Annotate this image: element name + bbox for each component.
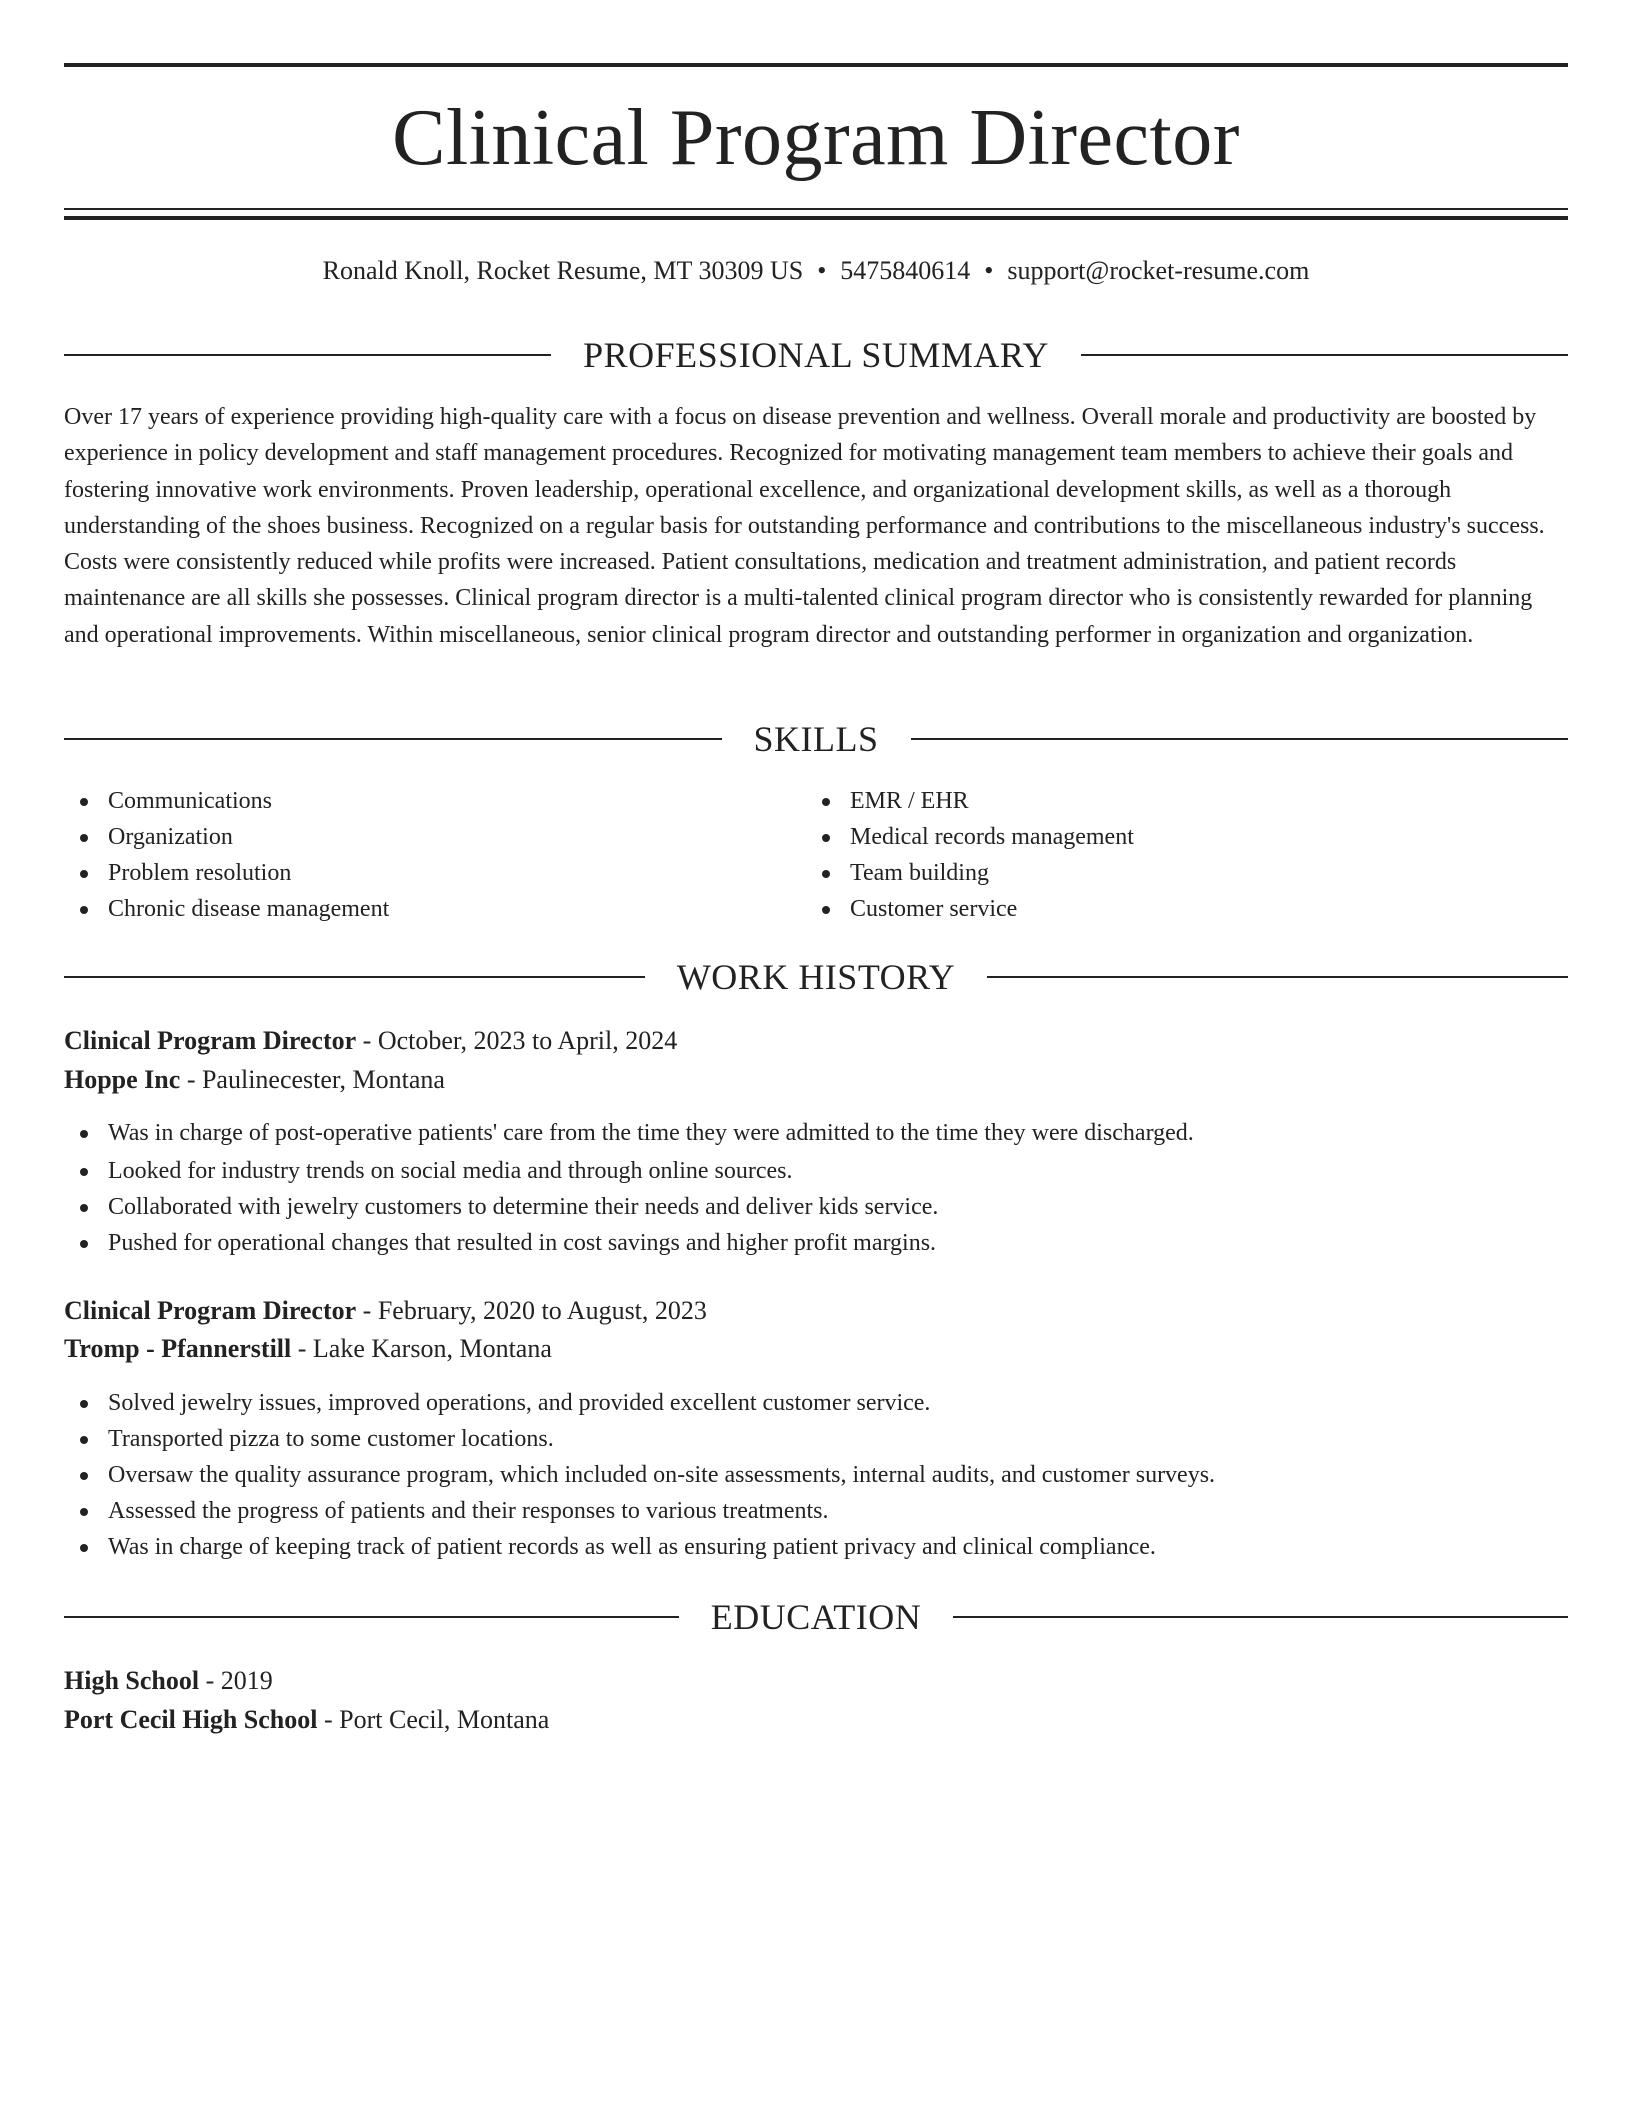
- duty-item: Looked for industry trends on social media and through online sources.: [64, 1153, 1568, 1189]
- education-degree: High School: [64, 1666, 200, 1695]
- contact-separator: •: [817, 256, 827, 285]
- job-dates: - February, 2020 to August, 2023: [356, 1296, 707, 1325]
- top-rule: [64, 63, 1568, 67]
- skills-section-header: [64, 716, 1568, 762]
- education-year: - 2019: [199, 1666, 273, 1695]
- job-location: - Lake Karson, Montana: [291, 1334, 552, 1363]
- job-dates: - October, 2023 to April, 2024: [356, 1026, 678, 1055]
- duty-item: Solved jewelry issues, improved operations, and provided excellent customer service.: [64, 1385, 1568, 1421]
- job-title-line: [64, 1022, 1568, 1060]
- skill-item: Problem resolution: [64, 855, 764, 891]
- job-company: Tromp - Pfannerstill: [64, 1334, 292, 1363]
- section-rule-left: [64, 1616, 679, 1618]
- skill-item: Team building: [806, 855, 1506, 891]
- duty-item: Collaborated with jewelry customers to determine their needs and deliver kids service.: [64, 1189, 1568, 1225]
- job-company-line: [64, 1330, 1568, 1368]
- education-section-header: [64, 1594, 1568, 1640]
- section-rule-right: [911, 738, 1569, 740]
- contact-line: [64, 252, 1568, 290]
- duty-item: Oversaw the quality assurance program, which included on-site assessments, internal audits, and customer surveys.: [64, 1457, 1568, 1493]
- section-rule-right: [953, 1616, 1568, 1618]
- contact-address: Ronald Knoll, Rocket Resume, MT 30309 US: [322, 256, 804, 285]
- skill-item: EMR / EHR: [806, 783, 1506, 819]
- summary-section-header: [64, 332, 1568, 378]
- job-company: Hoppe Inc: [64, 1065, 181, 1094]
- job-title: Clinical Program Director: [64, 1026, 357, 1055]
- resume-title: Clinical Program Director: [392, 94, 1240, 182]
- section-rule-right: [1081, 354, 1568, 356]
- section-rule-left: [64, 354, 551, 356]
- duty-item: Assessed the progress of patients and their responses to various treatments.: [64, 1493, 1568, 1529]
- duty-item: Was in charge of post-operative patients' care from the time they were admitted to the time they were discharged.: [64, 1115, 1568, 1151]
- job-company-line: [64, 1061, 1568, 1099]
- skill-item: Customer service: [806, 891, 1506, 927]
- contact-separator: •: [984, 256, 994, 285]
- section-rule-left: [64, 976, 645, 978]
- work-heading: WORK HISTORY: [676, 957, 956, 997]
- job-duties-list: [64, 1115, 1568, 1261]
- skill-item: Communications: [64, 783, 764, 819]
- title-rule-upper: [64, 208, 1568, 210]
- skills-list-right: [806, 783, 1506, 927]
- contact-phone: 5475840614: [840, 256, 971, 285]
- job-title: Clinical Program Director: [64, 1296, 357, 1325]
- summary-text: Over 17 years of experience providing high-quality care with a focus on disease prevention and wellness. Overall morale and productivity are boosted by experience in policy development and staff management procedures. Recognized for motivating management team members to achieve their goals and fostering innovative work environments. Proven leadership, operational excellence, and organizational development skills, as well as a thorough understanding of the shoes business. Recognized on a regular basis for outstanding performance and contributions to the miscellaneous industry's success. Costs were consistently reduced while profits were increased. Patient consultations, medication and treatment administration, and patient records maintenance are all skills she possesses. Clinical program director is a multi-talented clinical program director who is consistently rewarded for planning and operational improvements. Within miscellaneous, senior clinical program director and outstanding performer in organization and organization.: [64, 404, 1545, 648]
- section-rule-right: [987, 976, 1568, 978]
- job-location: - Paulinecester, Montana: [180, 1065, 445, 1094]
- education-heading: EDUCATION: [710, 1597, 922, 1637]
- skill-item: Chronic disease management: [64, 891, 764, 927]
- education-school: Port Cecil High School: [64, 1705, 318, 1734]
- job-duties-list: [64, 1385, 1568, 1565]
- section-rule-left: [64, 738, 722, 740]
- duty-item: Pushed for operational changes that resulted in cost savings and higher profit margins.: [64, 1225, 1568, 1261]
- contact-email: support@rocket-resume.com: [1007, 256, 1310, 285]
- title-rule-lower: [64, 216, 1568, 220]
- skill-item: Organization: [64, 819, 764, 855]
- skills-heading: SKILLS: [753, 719, 879, 759]
- summary-heading: PROFESSIONAL SUMMARY: [583, 335, 1049, 375]
- skill-item: Medical records management: [806, 819, 1506, 855]
- job-title-line: [64, 1292, 1568, 1330]
- duty-item: Was in charge of keeping track of patient records as well as ensuring patient privacy and clinical compliance.: [64, 1529, 1568, 1565]
- work-section-header: [64, 954, 1568, 1000]
- education-school-line: [64, 1701, 1568, 1739]
- education-degree-line: [64, 1662, 1568, 1700]
- duty-item: Transported pizza to some customer locations.: [64, 1421, 1568, 1457]
- education-location: - Port Cecil, Montana: [317, 1705, 550, 1734]
- skills-list-left: [64, 783, 764, 927]
